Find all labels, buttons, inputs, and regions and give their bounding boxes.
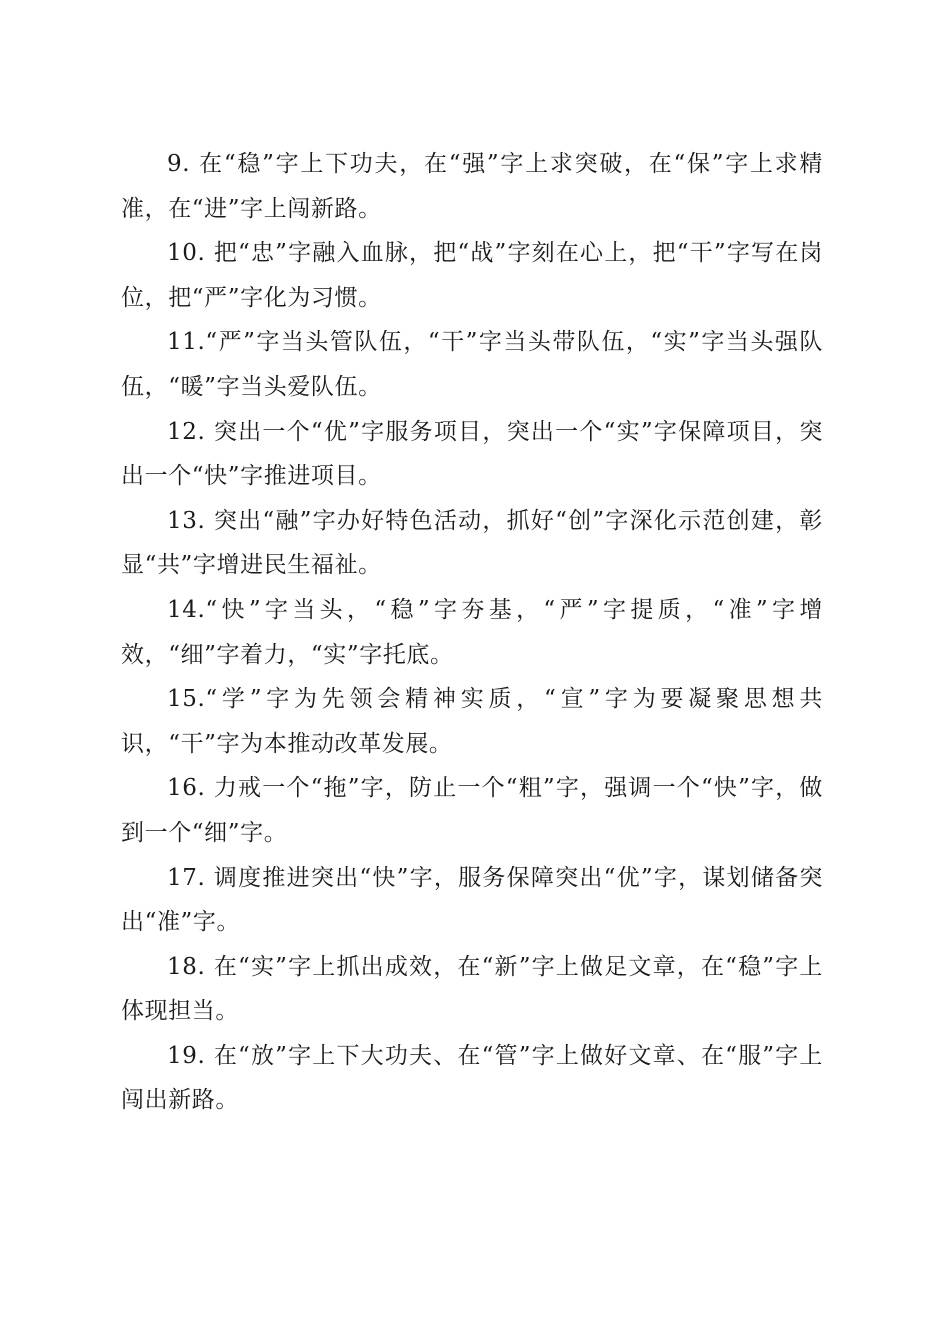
paragraph-19: 19. 在“放”字上下大功夫、在“管”字上做好文章、在“服”字上闯出新路。: [121, 1042, 823, 1114]
paragraph-16: 16. 力戒一个“拖”字，防止一个“粗”字，强调一个“快”字，做到一个“细”字。: [121, 775, 823, 846]
paragraph-11: 11.“严”字当头管队伍，“干”字当头带队伍，“实”字当头强队伍，“暖”字当头爱队伍。: [121, 329, 823, 400]
paragraph-13: 13. 突出“融”字办好特色活动，抓好“创”字深化示范创建，彰显“共”字增进民生福祉。: [121, 507, 823, 579]
paragraph-10: 10. 把“忠”字融入血脉，把“战”字刻在心上，把“干”字写在岗位，把“严”字化为习惯。: [121, 240, 823, 311]
paragraph-9: 9. 在“稳”字上下功夫，在“强”字上求突破，在“保”字上求精准，在“进”字上闯新路。: [121, 151, 823, 222]
paragraph-14: 14.“快”字当头，“稳”字夯基，“严”字提质，“准”字增效，“细”字着力，“实”字托底。: [121, 596, 823, 668]
paragraph-12: 12. 突出一个“优”字服务项目，突出一个“实”字保障项目，突出一个“快”字推进项目。: [121, 418, 823, 490]
paragraph-15: 15.“学”字为先领会精神实质，“宣”字为要凝聚思想共识，“干”字为本推动改革发展。: [121, 686, 823, 757]
paragraph-17: 17. 调度推进突出“快”字，服务保障突出“优”字，谋划储备突出“准”字。: [121, 864, 823, 936]
paragraph-18: 18. 在“实”字上抓出成效，在“新”字上做足文章，在“稳”字上体现担当。: [121, 953, 823, 1025]
document-body: [121, 142, 823, 1123]
